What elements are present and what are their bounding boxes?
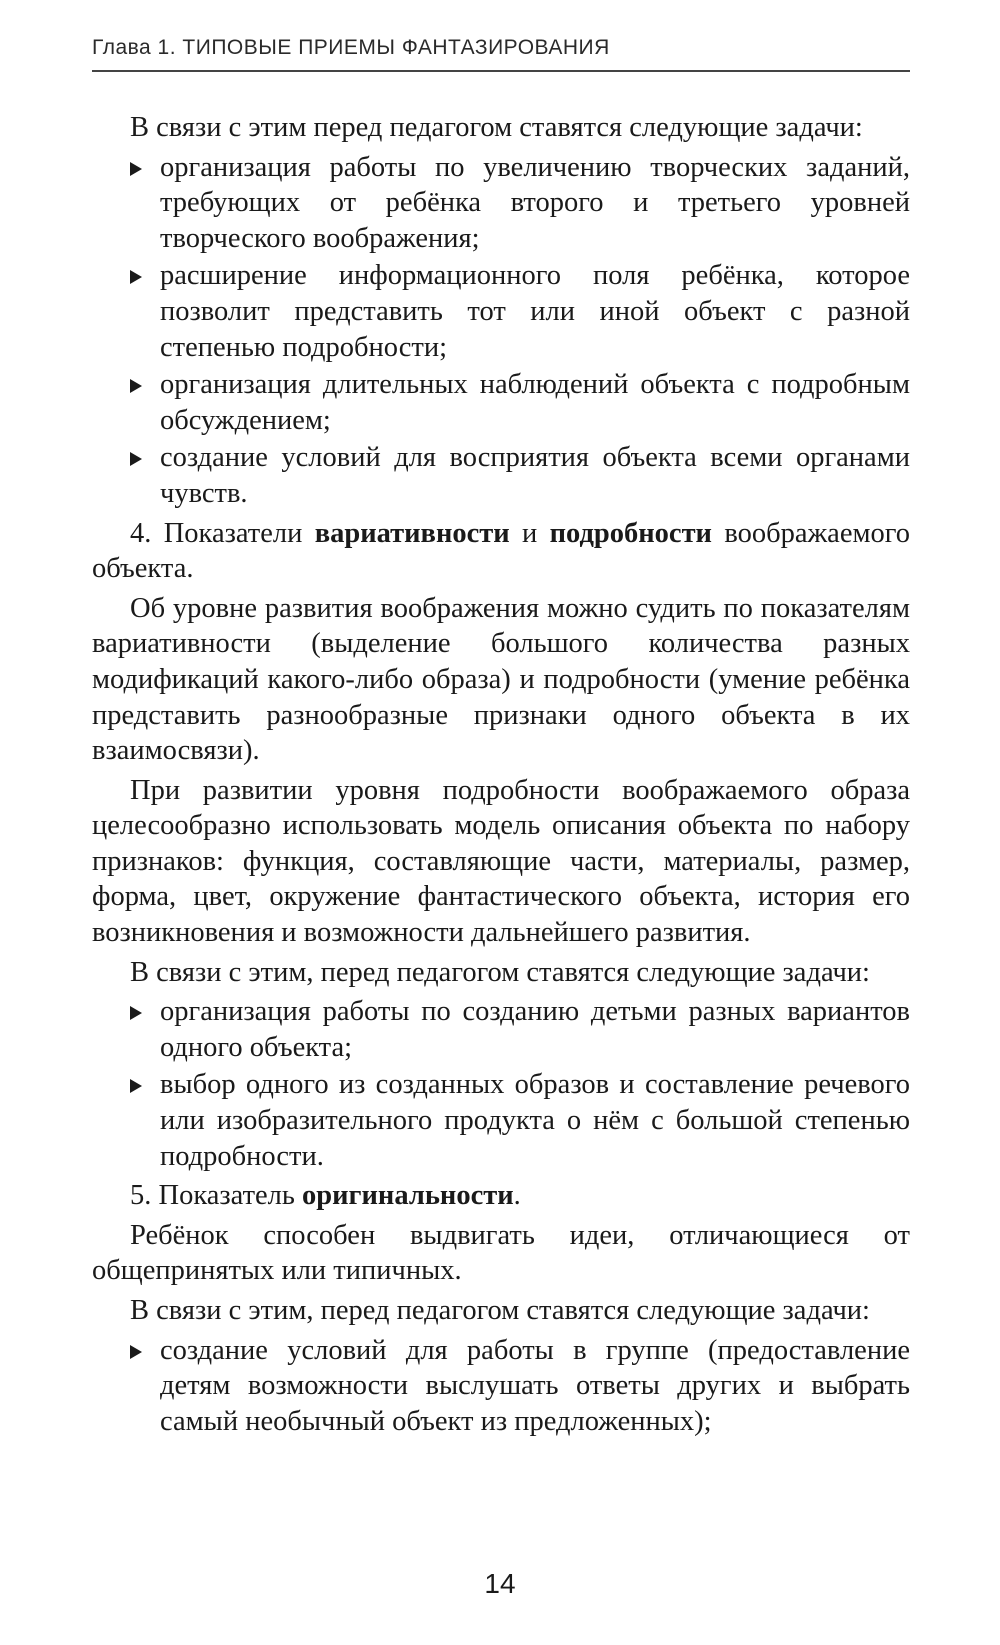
paragraph: Об уровне развития воображения можно судить по показателям вариативности (выделение большого количества разных модификаций какого-либо образа) и подробности (умение ребёнка представить разнообразные признаки одного объекта в их взаимосвязи). [92, 592, 910, 767]
triangle-bullet-icon [130, 162, 142, 176]
list-item: создание условий для работы в группе (предоставление детям возможности выслушать ответы других и выбрать самый необычный объект из предложенных); [160, 1333, 910, 1440]
bullet-list-2 [92, 994, 910, 1174]
list-item: организация работы по созданию детьми разных вариантов одного объекта; [160, 994, 910, 1065]
paragraph: В связи с этим, перед педагогом ставятся следующие задачи: [130, 956, 870, 988]
section-heading-4: 4. Показатели вариативности и подробности воображаемого объекта. [92, 517, 910, 585]
running-head: Глава 1. ТИПОВЫЕ ПРИЕМЫ ФАНТАЗИРОВАНИЯ [92, 36, 610, 59]
triangle-bullet-icon [130, 1079, 142, 1093]
paragraph: В связи с этим, перед педагогом ставятся следующие задачи: [130, 1295, 870, 1326]
page-number: 14 [484, 1568, 516, 1599]
paragraph: Ребёнок способен выдвигать идеи, отличающиеся от общепринятых или типичных. [92, 1219, 910, 1287]
triangle-bullet-icon [130, 270, 142, 284]
bullet-list-3 [92, 1333, 910, 1440]
list-item: расширение информационного поля ребёнка, которое позволит представить тот или иной объект с разной степенью подробности; [160, 258, 910, 365]
triangle-bullet-icon [130, 1345, 142, 1359]
page-body [92, 110, 910, 1443]
bullet-list-1 [92, 150, 910, 512]
list-item: создание условий для восприятия объекта всеми органами чувств. [160, 440, 910, 511]
list-item: организация длительных наблюдений объекта с подробным обсуждением; [160, 367, 910, 438]
paragraph: При развитии уровня подробности воображаемого образа целесообразно использовать модель описания объекта по набору признаков: функция, составляющие части, материалы, размер, форма, цвет, окружение фантастического объекта, история его возникновения и возможности дальнейшего развития. [92, 774, 910, 949]
section-heading-5: 5. Показатель оригинальности. [130, 1180, 521, 1212]
list-item: организация работы по увеличению творческих заданий, требующих от ребёнка второго и третьего уровней творческого воображения; [160, 150, 910, 257]
header-rule [92, 70, 910, 72]
triangle-bullet-icon [130, 1006, 142, 1020]
paragraph: В связи с этим перед педагогом ставятся следующие задачи: [130, 112, 863, 143]
triangle-bullet-icon [130, 452, 142, 466]
triangle-bullet-icon [130, 379, 142, 393]
list-item: выбор одного из созданных образов и составление речевого или изобразительного продукта о нём с большой степенью подробности. [160, 1067, 910, 1174]
